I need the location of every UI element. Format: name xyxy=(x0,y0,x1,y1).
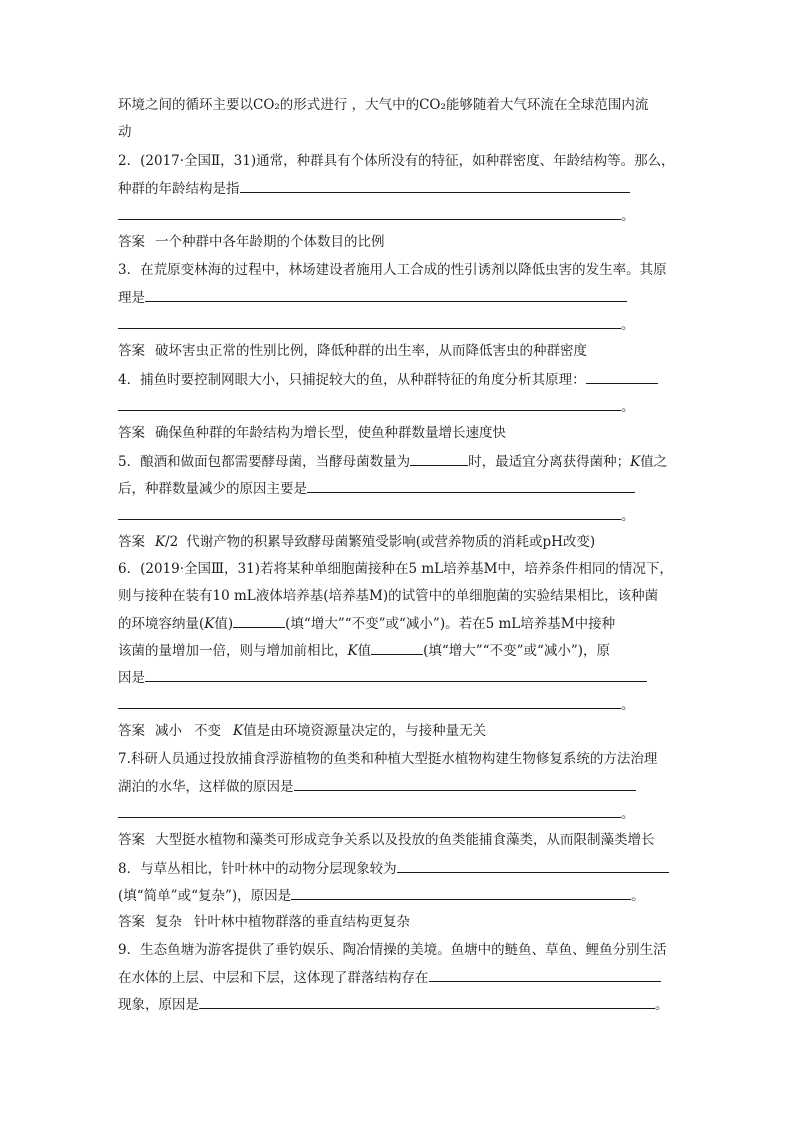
q3-text-line-2: 理是 xyxy=(118,286,678,309)
q9-text-line-3: 现象，原因是 。 xyxy=(118,993,678,1016)
q7-answer: 答案 大型挺水植物和藻类可形成竞争关系以及投放的鱼类能捕食藻类，从而限制藻类增长 xyxy=(118,832,655,848)
answer-blank[interactable] xyxy=(307,477,635,493)
q7-text-line-1: 7.科研人员通过投放捕食浮游植物的鱼类和种植大型挺水植物构建生物修复系统的方法治理 xyxy=(118,751,658,767)
intro-line-1: 环境之间的循环主要以CO₂的形式进行 ，大气中的CO₂能够随着大气环流在全球范围内流 xyxy=(118,97,649,113)
q9-text-line-1: 9．生态鱼塘为游客提供了垂钓娱乐、陶冶情操的美境。鱼塘中的鲢鱼、草鱼、鲤鱼分别生活 xyxy=(118,942,667,958)
q8-text-line-2: (填“简单”或“复杂”)，原因是 。 xyxy=(118,884,678,907)
q3-answer: 答案 破坏害虫正常的性别比例，降低种群的出生率，从而降低害虫的种群密度 xyxy=(118,343,587,359)
q5-text-line-1: 5．酿酒和做面包都需要酵母菌，当酵母菌数量为 时，最适宜分离获得菌种；K值之 xyxy=(118,450,678,473)
answer-blank[interactable] xyxy=(240,177,630,193)
intro-line-2: 动 xyxy=(118,124,132,140)
answer-blank[interactable] xyxy=(429,966,661,982)
answer-blank[interactable] xyxy=(145,286,627,302)
answer-blank[interactable] xyxy=(118,204,621,220)
q6-text-line-6: 。 xyxy=(118,693,678,716)
answer-blank[interactable] xyxy=(199,993,655,1009)
answer-label: 答案 xyxy=(118,914,145,930)
q6-text-line-3: 的环境容纳量(K值) (填“增大”“不变”或“减小”)。若在5 mL培养基M中接种 xyxy=(118,612,678,635)
q4-answer: 答案 确保鱼种群的年龄结构为增长型，使鱼种群数量增长速度快 xyxy=(118,425,506,441)
q3-text-line-3: 。 xyxy=(118,313,678,336)
answer-blank[interactable] xyxy=(410,450,468,466)
q2-text-line-2: 种群的年龄结构是指 xyxy=(118,177,678,200)
q6-answer: 答案 减小 不变 K值是由环境资源量决定的，与接种量无关 xyxy=(118,723,487,739)
q2-answer: 答案 一个种群中各年龄期的个体数目的比例 xyxy=(118,234,385,250)
answer-blank[interactable] xyxy=(145,666,647,682)
q4-text-line-1: 4．捕鱼时要控制网眼大小，只捕捉较大的鱼，从种群特征的角度分析其原理： xyxy=(118,368,678,391)
answer-blank[interactable] xyxy=(233,612,285,628)
answer-blank[interactable] xyxy=(586,368,658,384)
answer-blank[interactable] xyxy=(294,775,636,791)
answer-label: 答案 xyxy=(118,832,145,848)
answer-label: 答案 xyxy=(118,343,145,359)
answer-blank[interactable] xyxy=(118,693,621,709)
answer-label: 答案 xyxy=(118,534,145,550)
q3-text-line-1: 3．在荒原变林海的过程中，林场建设者施用人工合成的性引诱剂以降低虫害的发生率。其原 xyxy=(118,262,667,278)
answer-label: 答案 xyxy=(118,723,145,739)
q8-answer: 答案 复杂 针叶林中植物群落的垂直结构更复杂 xyxy=(118,914,410,930)
q7-text-line-3: 。 xyxy=(118,802,678,825)
q5-answer: 答案 K/2 代谢产物的积累导致酵母菌繁殖受影响(或营养物质的消耗或pH改变) xyxy=(118,534,596,550)
q6-text-line-1: 6．(2019·全国Ⅲ，31)若将某种单细胞菌接种在5 mL培养基M中，培养条件相同的情况下， xyxy=(118,561,673,577)
q4-text-line-2: 。 xyxy=(118,395,678,418)
answer-label: 答案 xyxy=(118,234,145,250)
answer-blank[interactable] xyxy=(118,802,621,818)
q6-text-line-2: 则与接种在装有10 mL液体培养基(培养基M)的试管中的单细胞菌的实验结果相比，该种菌 xyxy=(118,588,659,604)
q9-text-line-2: 在水体的上层、中层和下层，这体现了群落结构存在 xyxy=(118,966,678,989)
q6-text-line-4: 该菌的量增加一倍，则与增加前相比，K值 (填“增大”“不变”或“减小”)，原 xyxy=(118,639,678,662)
q8-text-line-1: 8．与草丛相比，针叶林中的动物分层现象较为 xyxy=(118,857,678,880)
q5-text-line-2: 后，种群数量减少的原因主要是 xyxy=(118,477,678,500)
q2-text-line-3: 。 xyxy=(118,204,678,227)
answer-blank[interactable] xyxy=(291,884,631,900)
q7-text-line-2: 湖泊的水华，这样做的原因是 xyxy=(118,775,678,798)
q6-text-line-5: 因是 xyxy=(118,666,678,689)
answer-blank[interactable] xyxy=(397,857,669,873)
answer-label: 答案 xyxy=(118,425,145,441)
answer-blank[interactable] xyxy=(371,639,423,655)
answer-blank[interactable] xyxy=(118,504,621,520)
q2-text-line-1: 2．(2017·全国Ⅱ，31)通常，种群具有个体所没有的特征，如种群密度、年龄结构等。那么， xyxy=(118,153,675,169)
q5-text-line-3: 。 xyxy=(118,504,678,527)
answer-blank[interactable] xyxy=(118,313,621,329)
answer-blank[interactable] xyxy=(118,395,621,411)
